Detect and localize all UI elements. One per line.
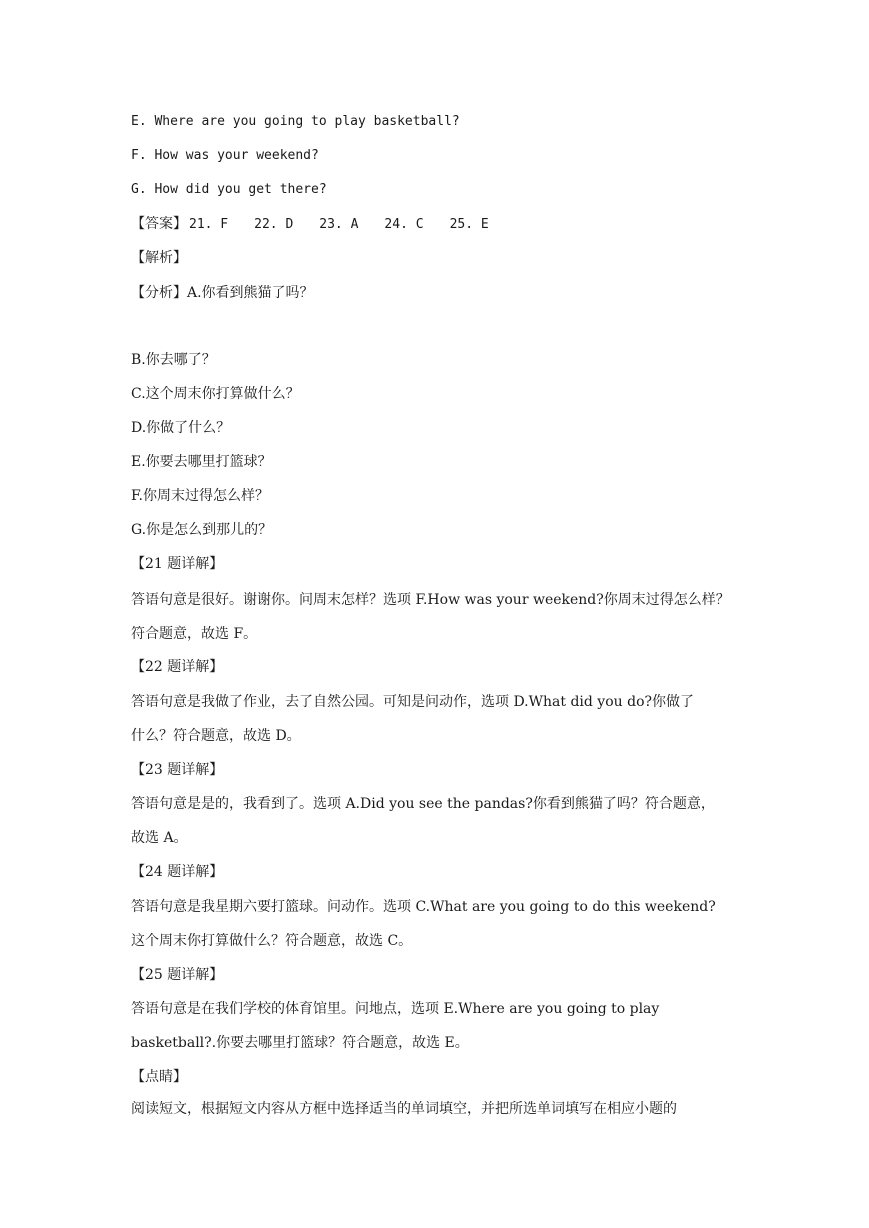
answer-item: 23. A: [319, 217, 359, 232]
dianjing-heading: 【点睛】: [131, 1069, 187, 1085]
translation-c: C.这个周末你打算做什么？: [131, 386, 300, 402]
answer-label: 【答案】: [131, 216, 187, 232]
analysis-heading: 【解析】: [131, 250, 187, 266]
translation-f: F.你周末过得怎么样？: [131, 488, 269, 504]
q22-heading: 【22 题详解】: [131, 659, 224, 675]
answer-item: 21. F: [189, 217, 229, 232]
q21-heading: 【21 题详解】: [131, 556, 224, 572]
q23-line1: 答语句意是是的，我看到了。选项 A.Did you see the pandas?你看到熊猫了吗？符合题意，: [131, 796, 715, 812]
answer-item: 25. E: [449, 217, 489, 232]
dianjing-line1: 阅读短文，根据短文内容从方框中选择适当的单词填空，并把所选单词填写在相应小题的: [131, 1101, 677, 1117]
option-e: E. Where are you going to play basketball?: [131, 114, 460, 129]
q23-line2: 故选 A。: [131, 830, 188, 846]
option-f: F. How was your weekend?: [131, 148, 319, 163]
q25-heading: 【25 题详解】: [131, 967, 224, 983]
q24-heading: 【24 题详解】: [131, 864, 224, 880]
option-g: G. How did you get there?: [131, 182, 327, 197]
q23-heading: 【23 题详解】: [131, 762, 224, 778]
answer-item: 24. C: [384, 217, 424, 232]
translation-b: B.你去哪了？: [131, 352, 216, 368]
answer-item: 22. D: [254, 217, 294, 232]
q25-line2: basketball?.你要去哪里打篮球？符合题意，故选 E。: [131, 1035, 469, 1051]
q22-line2: 什么？符合题意，故选 D。: [131, 728, 301, 744]
q21-line1: 答语句意是很好。谢谢你。问周末怎样？选项 F.How was your weekend?你周末过得怎么样？: [131, 592, 730, 608]
translation-d: D.你做了什么？: [131, 420, 231, 436]
q21-line2: 符合题意，故选 F。: [131, 626, 258, 642]
translation-g: G.你是怎么到那儿的？: [131, 522, 273, 538]
translation-e: E.你要去哪里打篮球？: [131, 454, 272, 470]
translation-a: A.你看到熊猫了吗？: [187, 285, 314, 301]
q24-line1: 答语句意是我星期六要打篮球。问动作。选项 C.What are you going to do this weekend?: [131, 899, 716, 915]
answer-line: [131, 214, 515, 235]
q24-line2: 这个周末你打算做什么？符合题意，故选 C。: [131, 933, 413, 949]
q22-line1: 答语句意是我做了作业，去了自然公园。可知是问动作，选项 D.What did you do?你做了: [131, 694, 695, 710]
fenxi-label: 【分析】: [131, 285, 187, 301]
q25-line1: 答语句意是在我们学校的体育馆里。问地点，选项 E.Where are you going to play: [131, 1001, 660, 1017]
fenxi-line: [131, 283, 314, 303]
